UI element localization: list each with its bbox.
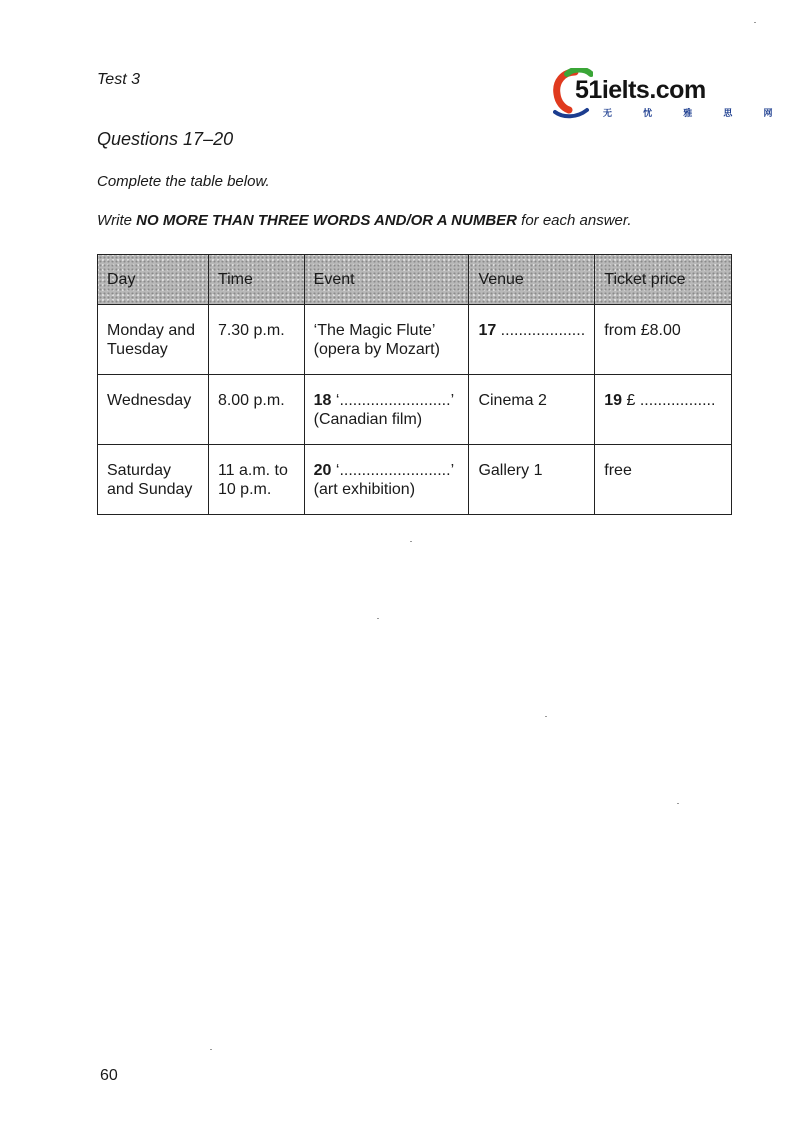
cell-venue <box>469 305 595 375</box>
instruction-pre: Write <box>97 212 137 229</box>
test-label: Test 3 <box>97 71 140 88</box>
header-time: Time <box>208 255 304 305</box>
scan-speck <box>754 22 756 23</box>
events-table <box>97 254 732 515</box>
question-number: 18 <box>313 392 332 409</box>
cell-day <box>98 445 209 515</box>
cell-price <box>595 375 732 445</box>
scan-speck <box>677 803 679 804</box>
day-line-1: Saturday <box>107 462 172 479</box>
instruction-post: for each answer. <box>517 212 632 229</box>
event-line-1: ‘The Magic Flute’ <box>313 322 436 339</box>
time-line-1: 11 a.m. to <box>217 462 288 479</box>
day-line-1: Monday and <box>107 322 196 339</box>
venue-text: Gallery 1 <box>478 462 543 479</box>
instruction-word-limit-emphasis: NO MORE THAN THREE WORDS AND/OR A NUMBER <box>136 212 517 229</box>
logo-number: 51 <box>575 76 602 104</box>
time-line-1: 7.30 p.m. <box>217 322 285 339</box>
event-line-2: (opera by Mozart) <box>313 341 440 358</box>
section-title: Questions 17–20 <box>97 129 234 149</box>
table-header-row <box>98 255 732 305</box>
cell-event <box>304 375 469 445</box>
question-number: 20 <box>313 462 332 479</box>
cell-time <box>208 445 304 515</box>
cell-venue <box>469 375 595 445</box>
page-number: 60 <box>100 1067 118 1084</box>
event-line-2: (art exhibition) <box>313 481 416 498</box>
header-event: Event <box>304 255 469 305</box>
price-text: from £8.00 <box>604 322 681 339</box>
event-answer-blank: ‘.........................’ <box>331 462 455 479</box>
day-line-2: and Sunday <box>107 481 193 498</box>
question-number: 19 <box>604 392 623 409</box>
table-row <box>98 375 732 445</box>
time-line-1: 8.00 p.m. <box>217 392 285 409</box>
header-ticket-price: Ticket price <box>595 255 732 305</box>
cell-day <box>98 375 209 445</box>
header-venue: Venue <box>469 255 595 305</box>
price-text: free <box>604 462 632 479</box>
cell-day <box>98 305 209 375</box>
logo-domain: ielts.com <box>601 76 706 104</box>
logo-chinese-tagline: 无 忧 雅 思 网 <box>603 109 787 119</box>
cell-time <box>208 375 304 445</box>
scan-speck <box>410 541 412 542</box>
cell-price <box>595 445 732 515</box>
cell-price <box>595 305 732 375</box>
day-line-1: Wednesday <box>107 392 192 409</box>
price-answer-blank: £ ................. <box>622 392 716 409</box>
scan-speck <box>210 1049 212 1050</box>
cell-venue <box>469 445 595 515</box>
scan-speck <box>377 618 379 619</box>
cell-event <box>304 445 469 515</box>
table-row <box>98 305 732 375</box>
cell-time <box>208 305 304 375</box>
instruction-word-limit <box>97 212 632 229</box>
question-number: 17 <box>478 322 497 339</box>
event-line-2: (Canadian film) <box>313 411 423 428</box>
event-answer-blank: ‘.........................’ <box>331 392 455 409</box>
table-row <box>98 445 732 515</box>
venue-answer-blank: ................... <box>496 322 586 339</box>
venue-text: Cinema 2 <box>478 392 547 409</box>
logo-wordmark <box>575 76 706 105</box>
site-logo <box>553 62 787 122</box>
scan-speck <box>545 716 547 717</box>
instruction-complete-table: Complete the table below. <box>97 173 270 190</box>
day-line-2: Tuesday <box>107 341 168 358</box>
header-day: Day <box>98 255 209 305</box>
cell-event <box>304 305 469 375</box>
time-line-2: 10 p.m. <box>217 481 272 498</box>
